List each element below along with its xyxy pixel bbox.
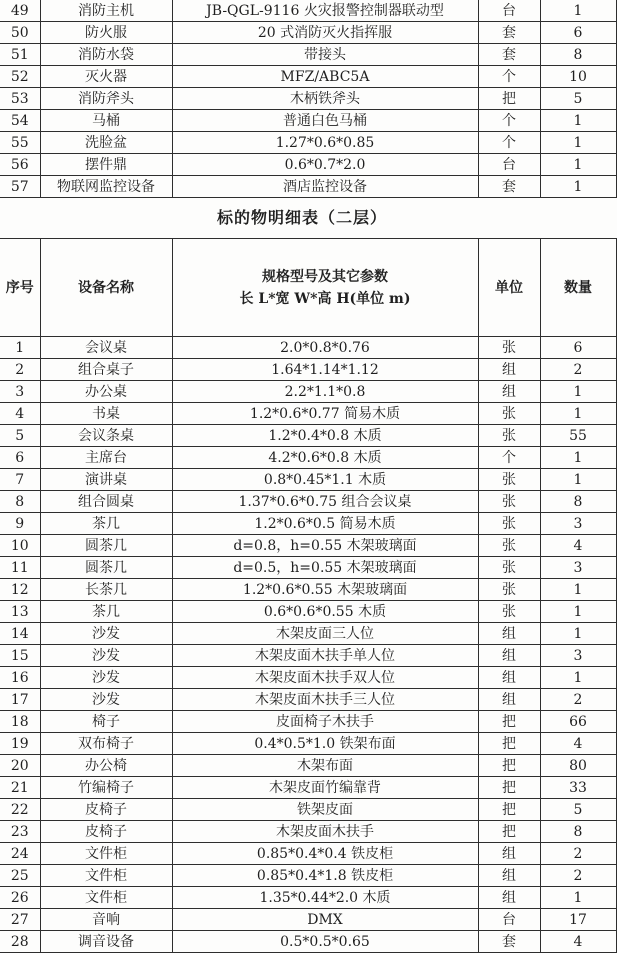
cell-spec: 1.37*0.6*0.75 组合会议桌 xyxy=(172,491,478,513)
cell-qty: 8 xyxy=(540,491,616,513)
cell-spec: d=0.8，h=0.55 木架玻璃面 xyxy=(172,535,478,557)
cell-qty: 1 xyxy=(540,381,616,403)
table-row xyxy=(0,909,616,931)
cell-spec: 酒店监控设备 xyxy=(172,176,478,198)
cell-unit: 个 xyxy=(478,447,540,469)
cell-no: 6 xyxy=(0,447,40,469)
cell-spec: 木架皮面木扶手 xyxy=(172,821,478,843)
cell-spec: 木架皮面木扶手双人位 xyxy=(172,667,478,689)
cell-qty: 1 xyxy=(540,447,616,469)
cell-no: 5 xyxy=(0,425,40,447)
cell-spec: 1.2*0.4*0.8 木质 xyxy=(172,425,478,447)
equipment-table-continued xyxy=(0,0,617,198)
cell-no: 51 xyxy=(0,44,40,66)
table-row xyxy=(0,447,616,469)
cell-no: 20 xyxy=(0,755,40,777)
header-spec xyxy=(172,239,478,337)
cell-spec: 木架皮面三人位 xyxy=(172,623,478,645)
cell-name: 文件柜 xyxy=(40,843,172,865)
cell-qty: 1 xyxy=(540,579,616,601)
cell-no: 55 xyxy=(0,132,40,154)
cell-qty: 10 xyxy=(540,66,616,88)
cell-qty: 3 xyxy=(540,645,616,667)
cell-no: 19 xyxy=(0,733,40,755)
cell-qty: 1 xyxy=(540,110,616,132)
table-row xyxy=(0,66,616,88)
cell-unit: 组 xyxy=(478,843,540,865)
cell-name: 圆茶几 xyxy=(40,557,172,579)
cell-unit: 把 xyxy=(478,821,540,843)
cell-unit: 张 xyxy=(478,535,540,557)
cell-spec: 普通白色马桶 xyxy=(172,110,478,132)
cell-unit: 台 xyxy=(478,909,540,931)
table-row xyxy=(0,579,616,601)
cell-spec: 0.5*0.5*0.65 xyxy=(172,931,478,953)
cell-name: 主席台 xyxy=(40,447,172,469)
equipment-table-body xyxy=(0,0,616,198)
cell-spec: d=0.5，h=0.55 木架玻璃面 xyxy=(172,557,478,579)
cell-no: 52 xyxy=(0,66,40,88)
cell-qty: 1 xyxy=(540,0,616,22)
cell-spec: 0.85*0.4*0.4 铁皮柜 xyxy=(172,843,478,865)
cell-qty: 17 xyxy=(540,909,616,931)
cell-qty: 5 xyxy=(540,799,616,821)
table-row xyxy=(0,689,616,711)
cell-spec: 2.2*1.1*0.8 xyxy=(172,381,478,403)
table-row xyxy=(0,535,616,557)
cell-no: 26 xyxy=(0,887,40,909)
cell-name: 组合桌子 xyxy=(40,359,172,381)
cell-spec: 带接头 xyxy=(172,44,478,66)
cell-qty: 4 xyxy=(540,535,616,557)
cell-name: 洗脸盆 xyxy=(40,132,172,154)
cell-qty: 8 xyxy=(540,44,616,66)
table-row xyxy=(0,359,616,381)
cell-no: 27 xyxy=(0,909,40,931)
cell-qty: 33 xyxy=(540,777,616,799)
table-row xyxy=(0,557,616,579)
cell-no: 10 xyxy=(0,535,40,557)
cell-name: 消防水袋 xyxy=(40,44,172,66)
cell-spec: 1.2*0.6*0.77 简易木质 xyxy=(172,403,478,425)
cell-unit: 个 xyxy=(478,66,540,88)
table-row xyxy=(0,381,616,403)
cell-no: 18 xyxy=(0,711,40,733)
cell-spec: 20 式消防灭火指挥服 xyxy=(172,22,478,44)
cell-qty: 1 xyxy=(540,132,616,154)
cell-no: 16 xyxy=(0,667,40,689)
table-row xyxy=(0,513,616,535)
cell-spec: 铁架皮面 xyxy=(172,799,478,821)
cell-unit: 张 xyxy=(478,601,540,623)
cell-qty: 5 xyxy=(540,88,616,110)
cell-unit: 组 xyxy=(478,887,540,909)
cell-name: 调音设备 xyxy=(40,931,172,953)
header-spec-line1: 规格型号及其它参数 xyxy=(262,268,388,285)
table-row xyxy=(0,755,616,777)
cell-name: 沙发 xyxy=(40,689,172,711)
cell-spec: 0.85*0.4*1.8 铁皮柜 xyxy=(172,865,478,887)
table-row xyxy=(0,733,616,755)
cell-no: 21 xyxy=(0,777,40,799)
table-row xyxy=(0,821,616,843)
cell-unit: 套 xyxy=(478,22,540,44)
cell-no: 49 xyxy=(0,0,40,22)
cell-no: 1 xyxy=(0,337,40,359)
cell-spec: 1.2*0.6*0.5 简易木质 xyxy=(172,513,478,535)
cell-spec: 木架皮面竹编靠背 xyxy=(172,777,478,799)
cell-spec: MFZ/ABC5A xyxy=(172,66,478,88)
cell-unit: 组 xyxy=(478,645,540,667)
cell-spec: 1.2*0.6*0.55 木架玻璃面 xyxy=(172,579,478,601)
table-row xyxy=(0,491,616,513)
cell-unit: 组 xyxy=(478,667,540,689)
cell-spec: DMX xyxy=(172,909,478,931)
cell-qty: 3 xyxy=(540,557,616,579)
cell-name: 文件柜 xyxy=(40,865,172,887)
cell-qty: 66 xyxy=(540,711,616,733)
table-row xyxy=(0,425,616,447)
cell-no: 53 xyxy=(0,88,40,110)
cell-no: 15 xyxy=(0,645,40,667)
cell-qty: 1 xyxy=(540,623,616,645)
cell-name: 会议条桌 xyxy=(40,425,172,447)
cell-no: 7 xyxy=(0,469,40,491)
header-spec-line2: 长 L*宽 W*高 H(单位 m) xyxy=(239,290,411,307)
cell-name: 音响 xyxy=(40,909,172,931)
equipment-table-body xyxy=(0,337,616,953)
cell-spec: 木架皮面木扶手单人位 xyxy=(172,645,478,667)
cell-qty: 2 xyxy=(540,865,616,887)
table-row xyxy=(0,88,616,110)
table-row xyxy=(0,0,616,22)
cell-spec: 4.2*0.6*0.8 木质 xyxy=(172,447,478,469)
cell-unit: 张 xyxy=(478,337,540,359)
cell-no: 8 xyxy=(0,491,40,513)
cell-qty: 6 xyxy=(540,337,616,359)
cell-no: 9 xyxy=(0,513,40,535)
cell-unit: 组 xyxy=(478,359,540,381)
cell-unit: 把 xyxy=(478,755,540,777)
cell-name: 文件柜 xyxy=(40,887,172,909)
table-row xyxy=(0,132,616,154)
cell-no: 25 xyxy=(0,865,40,887)
cell-name: 沙发 xyxy=(40,623,172,645)
cell-unit: 套 xyxy=(478,931,540,953)
cell-unit: 把 xyxy=(478,88,540,110)
cell-spec: 1.64*1.14*1.12 xyxy=(172,359,478,381)
cell-unit: 张 xyxy=(478,513,540,535)
cell-qty: 2 xyxy=(540,689,616,711)
header-unit: 单位 xyxy=(478,239,540,337)
cell-unit: 组 xyxy=(478,689,540,711)
cell-unit: 张 xyxy=(478,579,540,601)
cell-name: 马桶 xyxy=(40,110,172,132)
cell-no: 14 xyxy=(0,623,40,645)
cell-name: 办公椅 xyxy=(40,755,172,777)
cell-name: 书桌 xyxy=(40,403,172,425)
header-name: 设备名称 xyxy=(40,239,172,337)
cell-name: 茶几 xyxy=(40,513,172,535)
cell-unit: 组 xyxy=(478,623,540,645)
cell-unit: 组 xyxy=(478,381,540,403)
cell-unit: 套 xyxy=(478,176,540,198)
cell-unit: 套 xyxy=(478,44,540,66)
cell-no: 4 xyxy=(0,403,40,425)
header-no: 序号 xyxy=(0,239,40,337)
cell-name: 演讲桌 xyxy=(40,469,172,491)
cell-name: 消防斧头 xyxy=(40,88,172,110)
cell-spec: 0.6*0.7*2.0 xyxy=(172,154,478,176)
table-row xyxy=(0,601,616,623)
equipment-table-floor2 xyxy=(0,238,617,953)
cell-no: 24 xyxy=(0,843,40,865)
table-row xyxy=(0,667,616,689)
cell-qty: 1 xyxy=(540,887,616,909)
cell-unit: 张 xyxy=(478,491,540,513)
table-header-row xyxy=(0,239,616,337)
cell-no: 54 xyxy=(0,110,40,132)
cell-unit: 把 xyxy=(478,711,540,733)
cell-spec: 1.35*0.44*2.0 木质 xyxy=(172,887,478,909)
cell-name: 皮椅子 xyxy=(40,799,172,821)
table-row xyxy=(0,176,616,198)
header-qty: 数量 xyxy=(540,239,616,337)
cell-name: 沙发 xyxy=(40,667,172,689)
cell-spec: 木柄铁斧头 xyxy=(172,88,478,110)
cell-name: 摆件鼎 xyxy=(40,154,172,176)
cell-spec: 木架布面 xyxy=(172,755,478,777)
cell-qty: 1 xyxy=(540,403,616,425)
cell-qty: 1 xyxy=(540,601,616,623)
cell-spec: 0.4*0.5*1.0 铁架布面 xyxy=(172,733,478,755)
cell-name: 竹编椅子 xyxy=(40,777,172,799)
cell-no: 2 xyxy=(0,359,40,381)
cell-name: 物联网监控设备 xyxy=(40,176,172,198)
cell-no: 3 xyxy=(0,381,40,403)
table-row xyxy=(0,22,616,44)
table-row xyxy=(0,44,616,66)
cell-spec: 皮面椅子木扶手 xyxy=(172,711,478,733)
table-row xyxy=(0,931,616,953)
cell-qty: 80 xyxy=(540,755,616,777)
cell-unit: 台 xyxy=(478,0,540,22)
cell-name: 灭火器 xyxy=(40,66,172,88)
table-row xyxy=(0,799,616,821)
table-row xyxy=(0,843,616,865)
cell-unit: 台 xyxy=(478,154,540,176)
cell-name: 办公桌 xyxy=(40,381,172,403)
cell-no: 11 xyxy=(0,557,40,579)
cell-unit: 张 xyxy=(478,425,540,447)
cell-spec: 1.27*0.6*0.85 xyxy=(172,132,478,154)
cell-name: 圆茶几 xyxy=(40,535,172,557)
cell-name: 沙发 xyxy=(40,645,172,667)
cell-no: 22 xyxy=(0,799,40,821)
cell-qty: 2 xyxy=(540,843,616,865)
cell-spec: 0.8*0.45*1.1 木质 xyxy=(172,469,478,491)
cell-qty: 6 xyxy=(540,22,616,44)
cell-qty: 4 xyxy=(540,931,616,953)
cell-name: 长茶几 xyxy=(40,579,172,601)
table-row xyxy=(0,337,616,359)
cell-name: 组合圆桌 xyxy=(40,491,172,513)
cell-qty: 2 xyxy=(540,359,616,381)
cell-name: 防火服 xyxy=(40,22,172,44)
cell-name: 茶几 xyxy=(40,601,172,623)
cell-unit: 把 xyxy=(478,777,540,799)
cell-qty: 1 xyxy=(540,176,616,198)
cell-spec: 0.6*0.6*0.55 木质 xyxy=(172,601,478,623)
cell-no: 57 xyxy=(0,176,40,198)
table-row xyxy=(0,887,616,909)
cell-unit: 张 xyxy=(478,557,540,579)
cell-name: 消防主机 xyxy=(40,0,172,22)
cell-unit: 把 xyxy=(478,799,540,821)
table-row xyxy=(0,711,616,733)
cell-qty: 55 xyxy=(540,425,616,447)
cell-no: 12 xyxy=(0,579,40,601)
cell-qty: 3 xyxy=(540,513,616,535)
cell-spec: 2.0*0.8*0.76 xyxy=(172,337,478,359)
table-row xyxy=(0,110,616,132)
cell-name: 会议桌 xyxy=(40,337,172,359)
cell-spec: 木架皮面木扶手三人位 xyxy=(172,689,478,711)
cell-unit: 组 xyxy=(478,865,540,887)
cell-name: 椅子 xyxy=(40,711,172,733)
cell-no: 17 xyxy=(0,689,40,711)
cell-no: 13 xyxy=(0,601,40,623)
cell-name: 双布椅子 xyxy=(40,733,172,755)
cell-qty: 4 xyxy=(540,733,616,755)
section-title: 标的物明细表（二层） xyxy=(216,208,387,227)
cell-qty: 1 xyxy=(540,667,616,689)
cell-name: 皮椅子 xyxy=(40,821,172,843)
cell-unit: 个 xyxy=(478,132,540,154)
table-row xyxy=(0,154,616,176)
cell-no: 23 xyxy=(0,821,40,843)
cell-no: 56 xyxy=(0,154,40,176)
cell-unit: 个 xyxy=(478,110,540,132)
table-row xyxy=(0,777,616,799)
table-row xyxy=(0,469,616,491)
cell-qty: 8 xyxy=(540,821,616,843)
table-row xyxy=(0,645,616,667)
table-row xyxy=(0,623,616,645)
cell-qty: 1 xyxy=(540,154,616,176)
cell-unit: 张 xyxy=(478,469,540,491)
table-row xyxy=(0,865,616,887)
cell-unit: 张 xyxy=(478,403,540,425)
cell-spec: JB-QGL-9116 火灾报警控制器联动型 xyxy=(172,0,478,22)
cell-no: 50 xyxy=(0,22,40,44)
cell-no: 28 xyxy=(0,931,40,953)
table-row xyxy=(0,403,616,425)
cell-unit: 把 xyxy=(478,733,540,755)
cell-qty: 1 xyxy=(540,469,616,491)
